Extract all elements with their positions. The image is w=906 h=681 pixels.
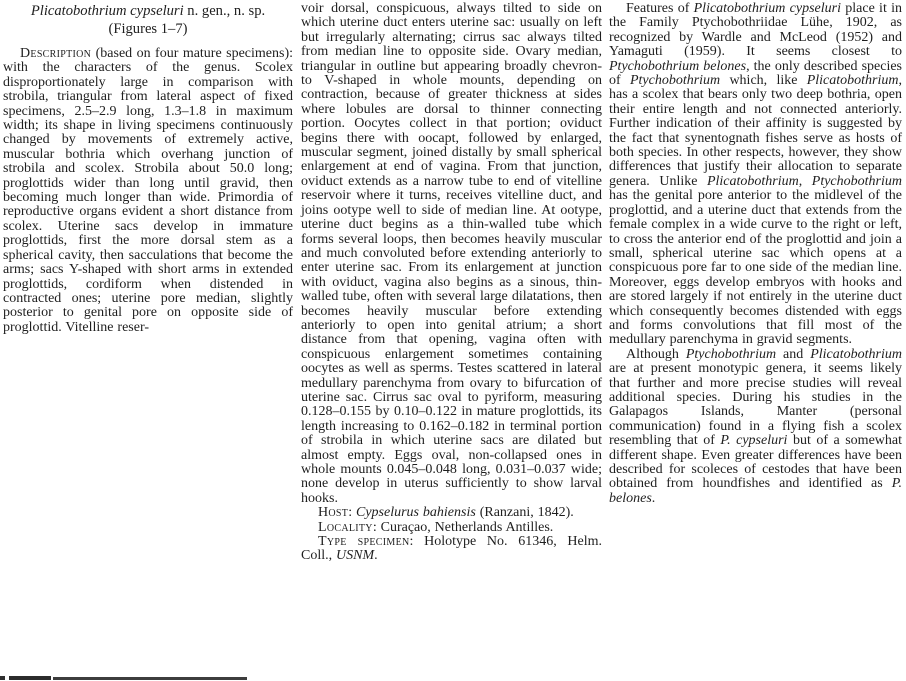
scan-artifact-segment — [53, 677, 247, 680]
discussion-paragraph-1: Features of Plicatobothrium cypseluri place it in the Family Ptychobothriidae Lühe, 1902, as recognized by Wardle and McLeod (1952) and Yamaguti (1959). It seems closest to Ptychobothrium belones, the only described species of Ptychobothrium which, like Plicatobothrium, has a scolex that bears only two deep bothria, open their entire length and not connected anteriorly. Further indication of their affinity is suggested by the fact that synentognath fishes serve as hosts of both species. In other respects, however, they show differences that justify their allocation to separate genera. Unlike Plicatobothrium, Ptychobothrium has the genital pore anterior to the midlevel of the proglottid, and a uterine duct that extends from the female complex in a wide curve to the right or left, to cross the anterior end of the proglottid and join a small, spherical uterine sac which opens at a conspicuous pore far to one side of the median line. Moreover, eggs develop embryos with hooks and are stored largely if not entirely in the uterine duct which consequently becomes distended with eggs and forms convolutions that fill most of the medullary parenchyma in gravid segments. — [609, 1, 903, 348]
scan-artifact — [0, 675, 260, 681]
figures-caption: (Figures 1–7) — [108, 20, 188, 37]
scan-artifact-segment — [0, 676, 5, 680]
text-column-2 — [301, 2, 602, 564]
host-line: Host: Cypselurus bahiensis (Ranzani, 1842). — [318, 505, 574, 521]
discussion-paragraph-2: Although Ptychobothrium and Plicatobothrium are at present monotypic genera, it seems likely that further and more precise studies will reveal additional species. During his studies in the Galapagos Islands, Manter (personal communication) found in a flying fish a scolex resembling that of P. cypseluri but of a somewhat different shape. Even greater differences have been described for scoleces of cestodes that have been obtained from houndfishes and identified as P. belones. — [609, 346, 902, 506]
text-column-3 — [609, 2, 902, 564]
locality-line: Locality: Curaçao, Netherlands Antilles. — [318, 519, 554, 535]
species-title: Plicatobothrium cypseluri n. gen., n. sp. — [30, 3, 266, 19]
description-continuation-paragraph: voir dorsal, conspicuous, always tilted to side on which uterine duct enters uterine sac: usually on left but irregularly alternating; cirrus sac always tilted from median line to opposite side. Ovary median, triangular in outline but appearing broadly chevron- to V-shaped in whole mounts, depending on contraction, because of greater thickness at sides where lobules are dorsal to thinner connecting portion. Oocytes collect in that portion; oviduct begins there with oocapt, followed by enlarged, muscular segment, joined distally by small spherical enlargement at end of vagina. From that junction, oviduct extends as a narrow tube to end of vitelline reservoir where it turns, receives vitelline duct, and joins ootype well to side of median line. At ootype, uterine duct begins as a thin-walled tube which forms several loops, then becomes heavily muscular and much convoluted before extending anteriorly to enter uterine sac. From its enlargement at junction with oviduct, vagina also begins as a sinous, thin-walled tube, often with several large dilatations, then becomes heavily muscular before extending anteriorly to open into genital atrium; a short distance from that opening, vagina often with conspicuous enlargement sometimes containing oocytes as well as sperms. Testes scattered in lateral medullary parenchyma from ovary to bifurcation of uterine sac. Cirrus sac oval to pyriform, measuring 0.128–0.155 by 0.10–0.122 in mature proglottids, its length increasing to 0.162–0.182 in terminal portion of strobila in which uterine sacs are dilated but almost empty. Eggs oval, non-collapsed ones in whole mounts 0.045–0.048 long, 0.031–0.037 wide; none develop in uterus sufficiently to show larval hooks. — [301, 1, 602, 506]
text-column-1 — [3, 2, 293, 564]
description-paragraph: Description (based on four mature specimens): with the characters of the genus. Scolex disproportionately large in comparison with strobila, triangular from lateral aspect of fixed specimens, 2.5–2.9 long, 1.3–1.8 in maximum width; its shape in living specimens continuously changed by movements of extremely active, muscular bothria which overhang junction of strobila and scolex. Strobila about 50.0 long; proglottids wider than long until gravid, then becoming much longer than wide. Primordia of reproductive organs evident a short distance from scolex. Uterine sacs develop in immature proglottids, first the more dorsal stem as a spherical cavity, then sacculations that become the arms; sacs Y-shaped with short arms in extended proglottids, cordiform when distended in contracted ones; uterine pore median, slightly posterior to genital pore on opposite side of proglottid. Vitelline reser- — [3, 46, 293, 335]
type-specimen-line: Type specimen: Holotype No. 61346, Helm. Coll., USNM. — [301, 534, 602, 564]
species-heading — [3, 3, 293, 38]
scan-artifact-segment — [9, 676, 51, 680]
